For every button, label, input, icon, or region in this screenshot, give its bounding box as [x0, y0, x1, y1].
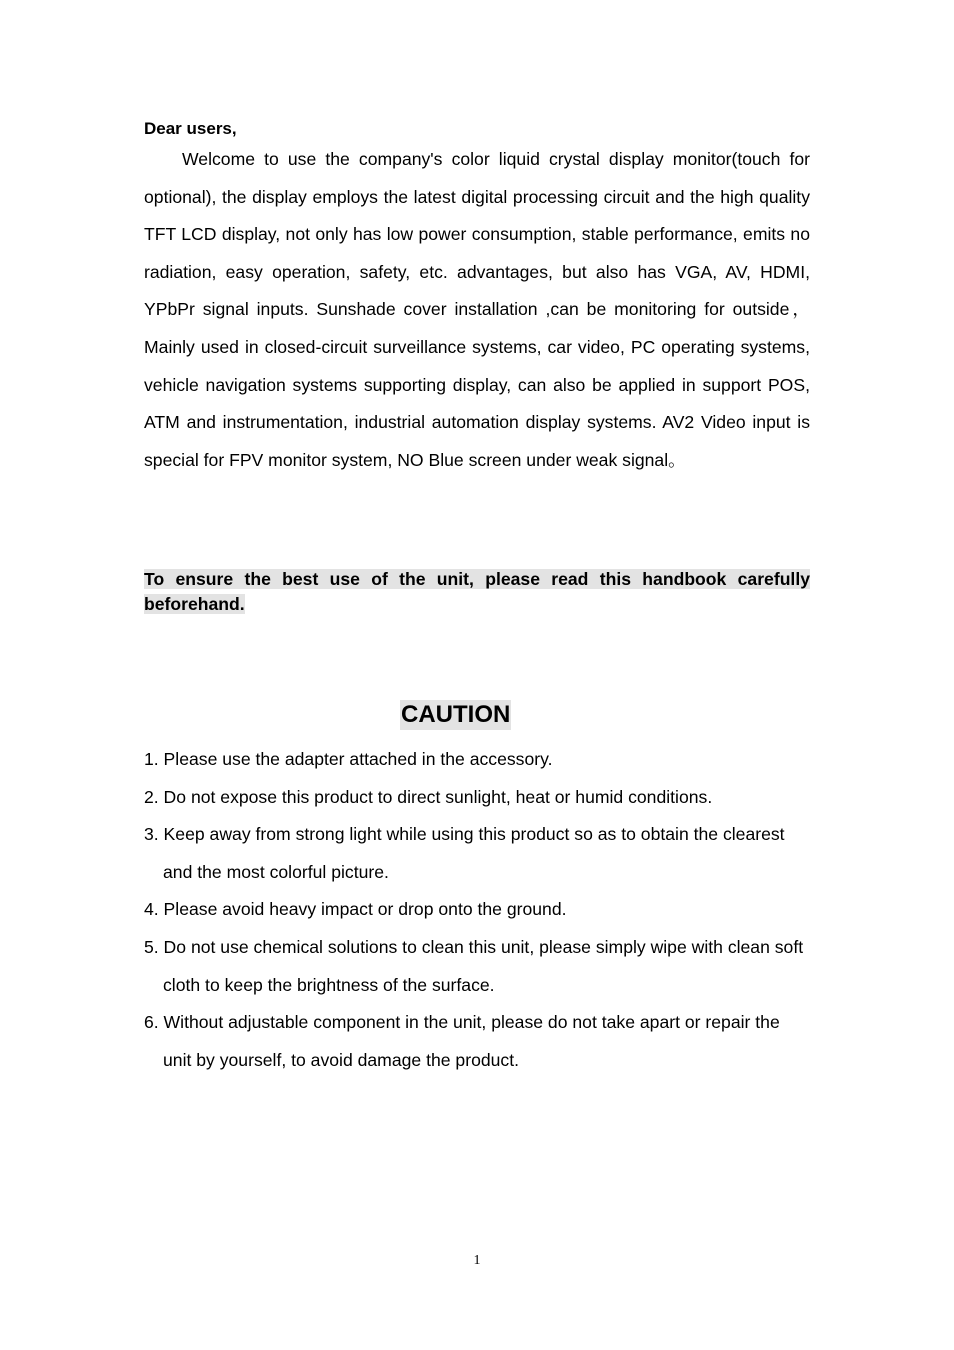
page-number: 1: [473, 1253, 481, 1268]
caution-item: 5. Do not use chemical solutions to clean this unit, please simply wipe with clean soft cloth to keep the brightness of the surface.: [144, 936, 804, 995]
caution-list: [144, 741, 810, 1079]
caution-item: 4. Please avoid heavy impact or drop onto the ground.: [144, 899, 567, 920]
intro-paragraph: Welcome to use the company's color liquid crystal display monitor(touch for optional), the display employs the latest digital processing circuit and the high quality TFT LCD display, not only has low power consumption, stable performance, emits no radiation, easy operation, safety, etc. advantages, but also has VGA, AV, HDMI, YPbPr signal inputs. Sunshade cover installation ,can be monitoring for outside，Mainly used in closed-circuit surveillance systems, car video, PC operating systems, vehicle navigation systems supporting display, can also be applied in support POS, ATM and instrumentation, industrial automation display systems. AV2 Video input is special for FPV monitor system, NO Blue screen under weak signal。: [144, 149, 810, 470]
notice-text: To ensure the best use of the unit, please read this handbook carefully beforehand.: [144, 569, 810, 614]
caution-heading: CAUTION: [401, 701, 511, 728]
caution-item: 6. Without adjustable component in the unit, please do not take apart or repair the unit by yourself, to avoid damage the product.: [144, 1012, 780, 1070]
greeting: Dear users,: [144, 119, 237, 138]
caution-item: 2. Do not expose this product to direct sunlight, heat or humid conditions.: [144, 786, 713, 807]
caution-item: 3. Keep away from strong light while using this product so as to obtain the clearest and the most colorful picture.: [144, 824, 785, 882]
caution-item: 1. Please use the adapter attached in the accessory.: [144, 749, 553, 769]
read-handbook-notice: [144, 567, 810, 617]
